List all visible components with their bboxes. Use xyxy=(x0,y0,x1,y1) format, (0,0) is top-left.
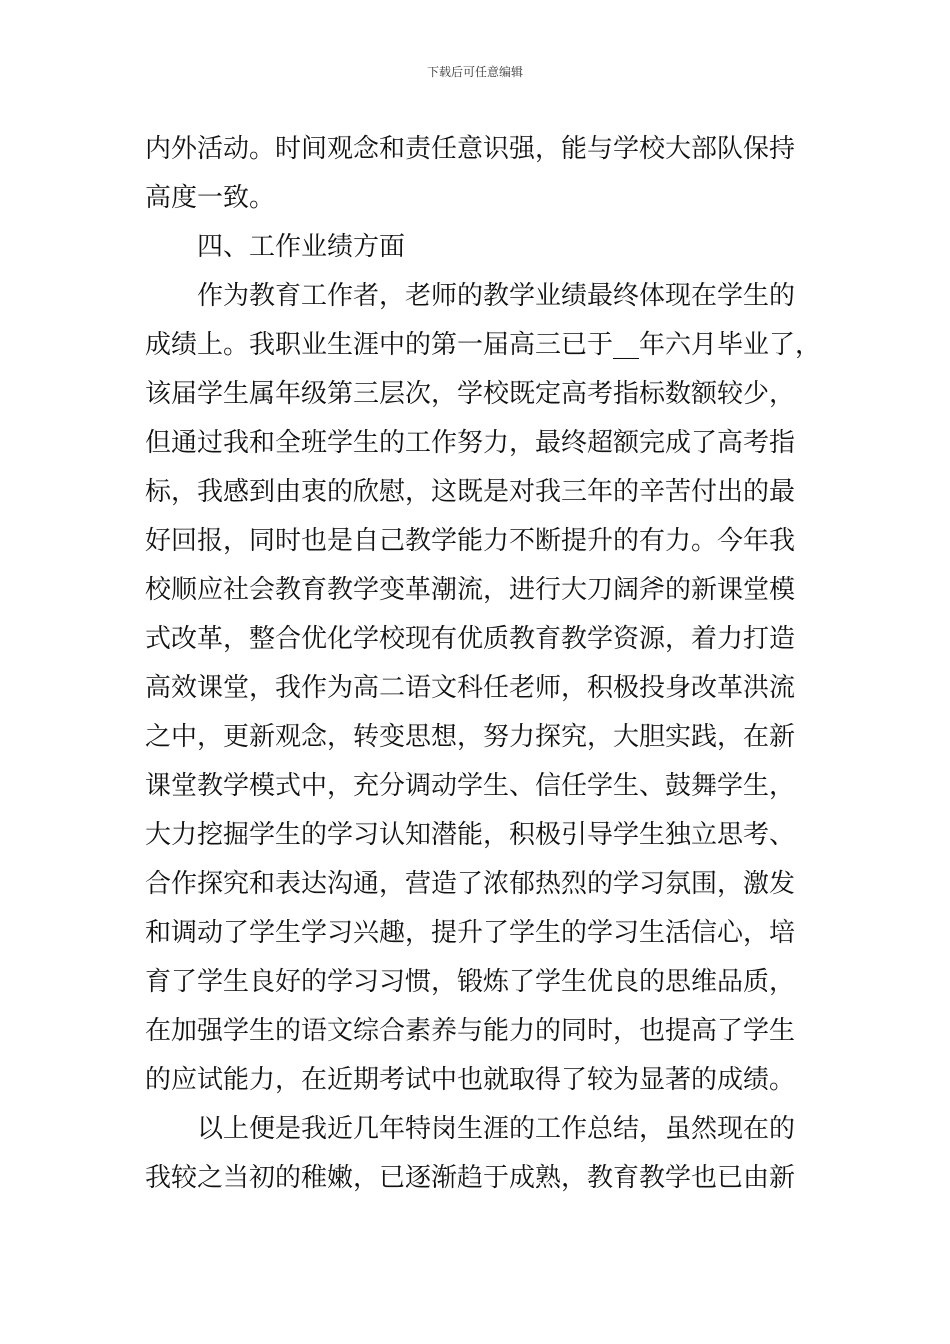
text-line: 之中，更新观念，转变思想，努力探究，大胆实践，在新 xyxy=(145,722,796,752)
text-line: 该届学生属年级第三层次，学校既定高考指标数额较少， xyxy=(145,379,796,409)
text-line: 式改革，整合优化学校现有优质教育教学资源，着力打造 xyxy=(145,624,796,654)
text-line: 高度一致。 xyxy=(145,183,276,213)
text-line: 课堂教学模式中，充分调动学生、信任学生、鼓舞学生， xyxy=(145,771,796,801)
document-body xyxy=(145,125,822,1203)
text-line: 作为教育工作者，老师的教学业绩最终体现在学生的 xyxy=(197,281,796,311)
text-line: 大力挖掘学生的学习认知潜能，积极引导学生独立思考、 xyxy=(145,820,796,850)
page-header: 下载后可任意编辑 xyxy=(426,65,523,79)
text-line: 的应试能力，在近期考试中也就取得了较为显著的成绩。 xyxy=(145,1065,796,1095)
text-line: 以上便是我近几年特岗生涯的工作总结，虽然现在的 xyxy=(197,1114,796,1144)
text-line: 在加强学生的语文综合素养与能力的同时，也提高了学生 xyxy=(145,1016,796,1046)
text-line: 成绩上。我职业生涯中的第一届高三已于__年六月毕业了， xyxy=(145,330,822,360)
text-line: 育了学生良好的学习习惯，锻炼了学生优良的思维品质， xyxy=(145,967,796,997)
text-line: 但通过我和全班学生的工作努力，最终超额完成了高考指 xyxy=(145,428,796,458)
text-line: 高效课堂，我作为高二语文科任老师，积极投身改革洪流 xyxy=(145,673,796,703)
text-line: 校顺应社会教育教学变革潮流，进行大刀阔斧的新课堂模 xyxy=(145,575,796,605)
text-line: 标，我感到由衷的欣慰，这既是对我三年的辛苦付出的最 xyxy=(145,477,796,507)
text-line: 和调动了学生学习兴趣，提升了学生的学习生活信心，培 xyxy=(145,918,796,948)
section-heading: 四、工作业绩方面 xyxy=(197,232,406,262)
text-line: 我较之当初的稚嫩，已逐渐趋于成熟，教育教学也已由新 xyxy=(145,1163,796,1193)
text-line: 好回报，同时也是自己教学能力不断提升的有力。今年我 xyxy=(145,526,796,556)
text-line: 内外活动。时间观念和责任意识强，能与学校大部队保持 xyxy=(145,134,796,164)
text-line: 合作探究和表达沟通，营造了浓郁热烈的学习氛围，激发 xyxy=(145,869,796,899)
